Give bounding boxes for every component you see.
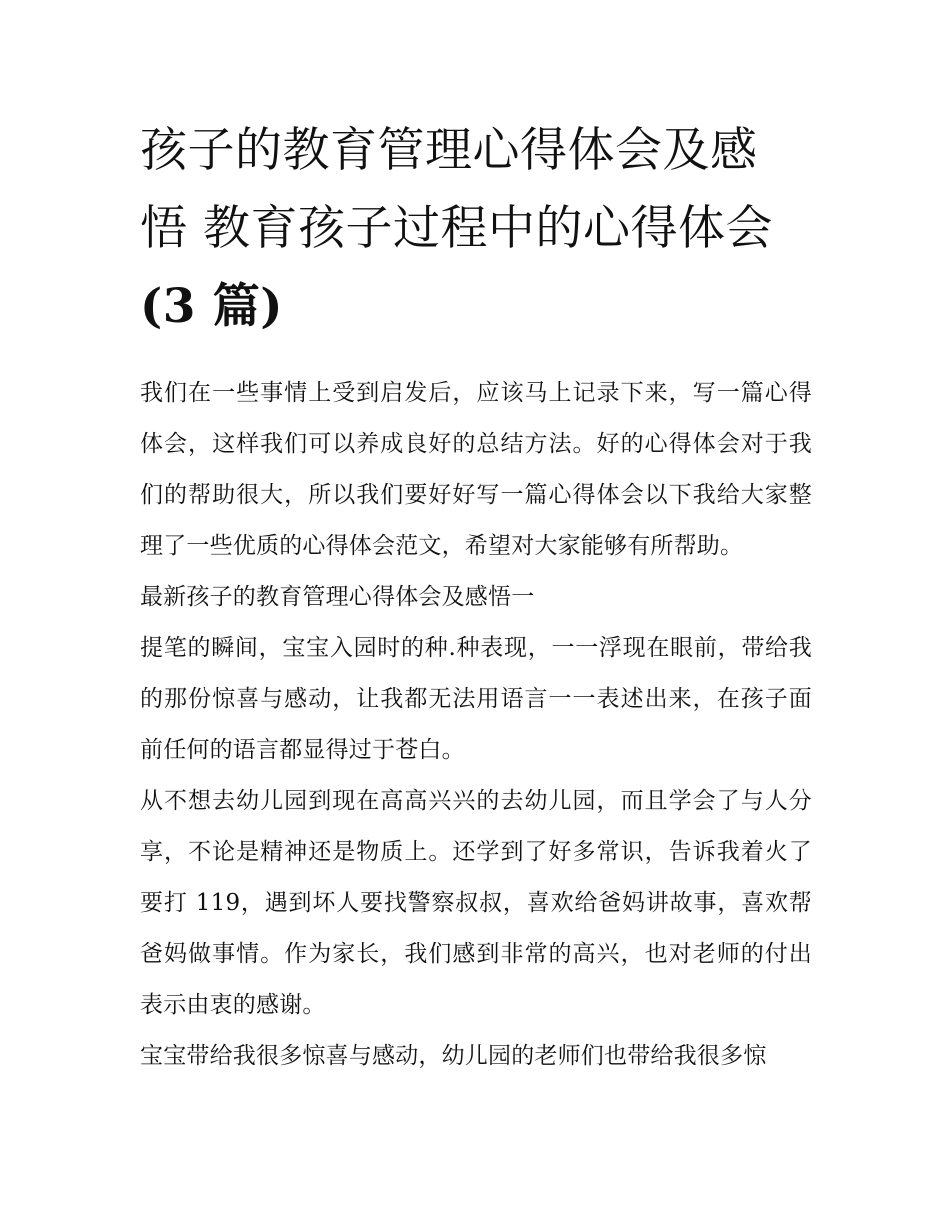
section-heading: 最新孩子的教育管理心得体会及感悟一 xyxy=(140,584,535,610)
title-line-1: 孩子的教育管理心得体会及感 xyxy=(140,123,758,178)
body-paragraph: 从不想去幼儿园到现在高高兴兴的去幼儿园，而且学会了与人分享，不论是精神还是物质上。还学到了好多常识，告诉我着火了要打 119，遇到坏人要找警察叔叔，喜欢给爸妈讲故事，喜欢帮爸妈做事情。作为家长，我们感到非常的高兴，也对老师的付出表示由衷的感谢。 xyxy=(140,788,812,1018)
document-body xyxy=(140,368,812,1082)
title-line-3: (3 篇) xyxy=(140,279,284,334)
title-line-2: 悟 教育孩子过程中的心得体会 xyxy=(140,201,773,256)
document-title xyxy=(140,112,812,346)
body-paragraph: 提笔的瞬间，宝宝入园时的种.种表现，一一浮现在眼前，带给我的那份惊喜与感动，让我都无法用语言一一表述出来，在孩子面前任何的语言都显得过于苍白。 xyxy=(140,635,812,763)
document-page xyxy=(140,112,812,1082)
intro-paragraph: 我们在一些事情上受到启发后，应该马上记录下来，写一篇心得体会，这样我们可以养成良好的总结方法。好的心得体会对于我们的帮助很大，所以我们要好好写一篇心得体会以下我给大家整理了一些优质的心得体会范文，希望对大家能够有所帮助。 xyxy=(140,380,812,559)
body-paragraph: 宝宝带给我很多惊喜与感动，幼儿园的老师们也带给我很多惊 xyxy=(140,1043,767,1069)
